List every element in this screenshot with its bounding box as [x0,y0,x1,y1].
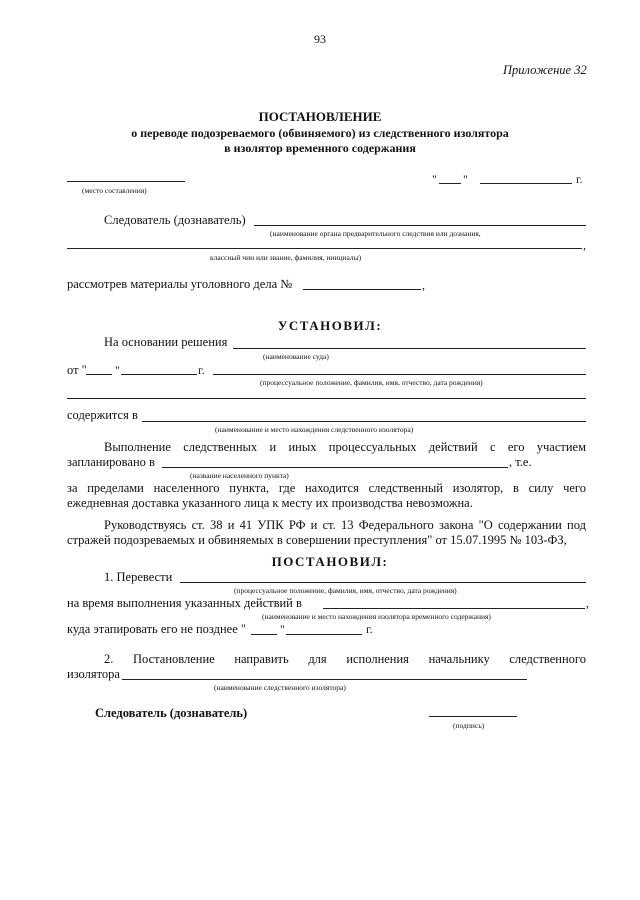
isolator-caption: (наименование и место нахождения следственного изолятора) [215,425,414,434]
para2-line1: Руководствуясь ст. 38 и 41 УПК РФ и ст. 13 Федерального закона "О содержании под [104,518,586,532]
held-in-text: содержится в [67,408,138,422]
transfer-year-abbr: г. [366,622,373,636]
procedural-line[interactable] [213,374,586,375]
item2-line2: изолятора [67,667,120,681]
rank-caption: классный чин или звание, фамилия, инициалы) [210,253,362,262]
established-heading: УСТАНОВИЛ: [277,318,383,333]
signature-caption: (подпись) [453,721,485,730]
from-quote-close: " [115,363,120,377]
transfer-text: куда этапировать его не позднее " [67,622,247,636]
case-number-line[interactable] [303,289,421,290]
reviewed-text: рассмотрев материалы уголовного дела № [67,277,293,291]
court-line[interactable] [233,348,586,349]
place-caption: (место составления) [82,186,147,195]
transfer-quote-close: " [280,622,285,636]
based-on-text: На основании решения [104,335,228,349]
item2-line1: 2. Постановление направить для исполнения начальнику следственного [104,652,586,666]
signature-line[interactable] [429,716,517,717]
court-caption: (наименование суда) [263,352,329,361]
para2-line2: стражей подозреваемых и обвиняемых в совершении преступления" от 15.07.1995 № 103-ФЗ, [67,533,567,547]
para1-line2b: , т.е. [509,455,532,469]
investigator-caption: (наименование органа предварительного следствия или дознания, [270,229,481,238]
item1-line[interactable] [180,582,586,583]
rank-line[interactable] [67,248,582,249]
investigator-line[interactable] [254,225,586,226]
document-subtitle-1: о переводе подозреваемого (обвиняемого) из следственного изолятора [131,126,509,140]
item1-text: 1. Перевести [104,570,173,584]
signature-label: Следователь (дознаватель) [95,706,248,720]
procedural-caption: (процессуальное положение, фамилия, имя, отчество, дата рождения) [260,378,483,387]
sizo-line[interactable] [122,679,527,680]
case-comma: , [422,278,425,292]
item1-caption: (процессуальное положение, фамилия, имя, отчество, дата рождения) [234,586,457,595]
rank-comma: , [583,238,586,252]
investigator-label: Следователь (дознаватель) [104,213,246,227]
appendix-label: Приложение 32 [503,63,587,77]
sizo-caption: (наименование следственного изолятора) [214,683,346,692]
para1-line4: ежедневная доставка указанного лица к месту их производства невозможна. [67,496,473,510]
isolator-line[interactable] [142,421,586,422]
from-year-abbr: г. [198,363,205,377]
temp-isolator-line[interactable] [323,608,585,609]
date-year-abbr: г. [576,172,583,186]
date-quote-close: " [463,172,468,186]
date-day-line[interactable] [439,183,461,184]
from-month-line[interactable] [121,374,197,375]
temp-isolator-comma: , [586,596,589,610]
document-title: ПОСТАНОВЛЕНИЕ [258,109,382,124]
date-month-line[interactable] [480,183,572,184]
from-text: от " [67,363,87,377]
settlement-caption: (название населенного пункта) [190,471,289,480]
temp-isolator-caption: (наименование и место нахождения изолятора временного содержания) [262,612,491,621]
para1-line2a: запланировано в [67,455,155,469]
para1-line1: Выполнение следственных и иных процессуальных действий с его участием [104,440,586,454]
decreed-heading: ПОСТАНОВИЛ: [271,554,389,569]
settlement-line[interactable] [162,467,508,468]
page-number: 93 [314,32,326,46]
transfer-month-line[interactable] [286,634,362,635]
document-subtitle-2: в изолятор временного содержания [224,141,416,155]
from-day-line[interactable] [86,374,112,375]
para1-line3: за пределами населенного пункта, где находится следственный изолятор, в силу чего [67,481,586,495]
during-text: на время выполнения указанных действий в [67,596,302,610]
place-line[interactable] [67,181,185,182]
procedural-line-2[interactable] [67,398,586,399]
transfer-day-line[interactable] [251,634,277,635]
date-quote-open: " [432,172,437,186]
